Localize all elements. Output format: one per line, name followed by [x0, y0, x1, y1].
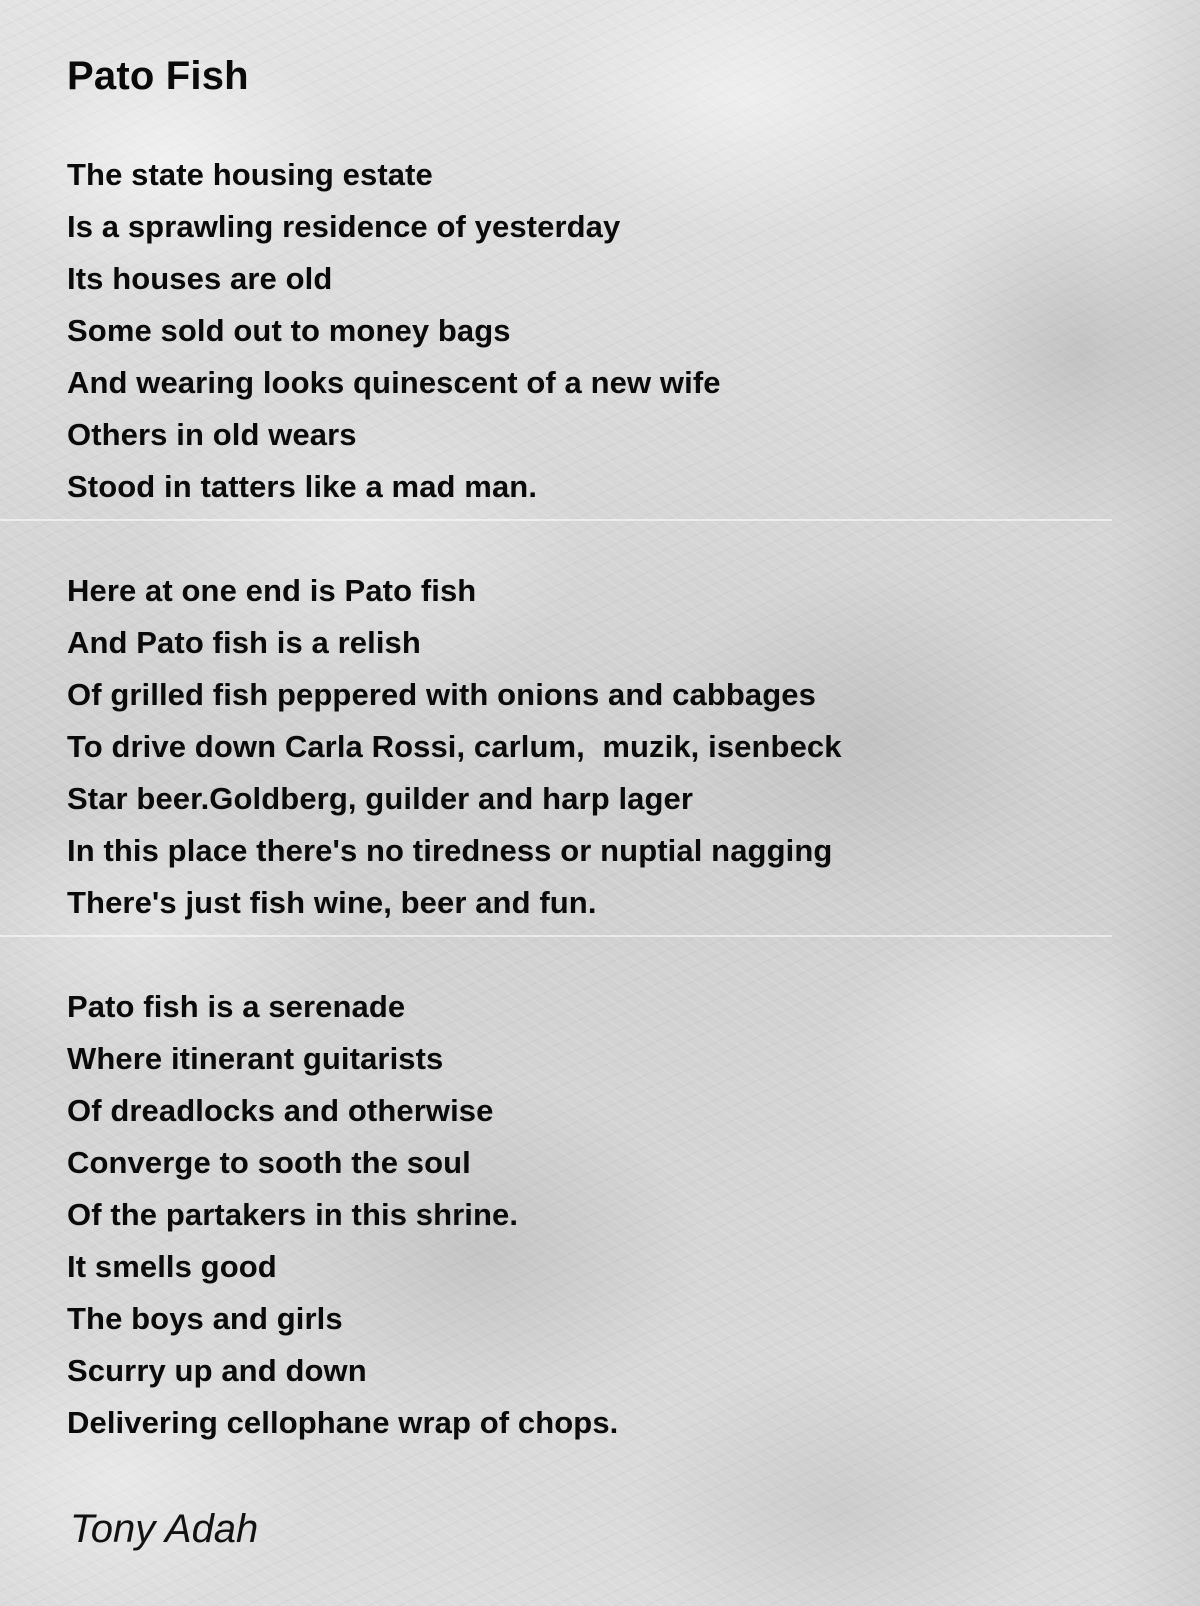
poem-line: Scurry up and down	[67, 1353, 367, 1388]
poem-line: Here at one end is Pato fish	[67, 573, 477, 608]
stanza-1	[67, 149, 721, 513]
poem-line: Others in old wears	[67, 417, 357, 452]
poem-line: The state housing estate	[67, 157, 433, 192]
poem-line: Its houses are old	[67, 261, 333, 296]
poem-line: Pato fish is a serenade	[67, 989, 406, 1024]
stanza-3	[67, 981, 618, 1449]
poem-line: In this place there's no tiredness or nuptial nagging	[67, 833, 833, 868]
background-edge-shade	[1110, 0, 1200, 1606]
poem-line: Where itinerant guitarists	[67, 1041, 444, 1076]
poem-line: And wearing looks quinescent of a new wife	[67, 365, 721, 400]
stanza-2	[67, 565, 842, 929]
poem-line: Of the partakers in this shrine.	[67, 1197, 519, 1232]
poem-line: Delivering cellophane wrap of chops.	[67, 1405, 619, 1440]
poem-title: Pato Fish	[67, 54, 249, 98]
poem-line: Is a sprawling residence of yesterday	[67, 209, 621, 244]
poem-line: Of dreadlocks and otherwise	[67, 1093, 494, 1128]
poem-line: The boys and girls	[67, 1301, 343, 1336]
background-seam	[0, 935, 1112, 937]
background-seam	[0, 519, 1112, 521]
poem-line: To drive down Carla Rossi, carlum, muzik, isenbeck	[67, 729, 842, 764]
poem-line: Of grilled fish peppered with onions and cabbages	[67, 677, 816, 712]
poem-line: Stood in tatters like a mad man.	[67, 469, 538, 504]
poem-author: Tony Adah	[70, 1507, 259, 1551]
poem-line: Converge to sooth the soul	[67, 1145, 471, 1180]
poem-line: There's just fish wine, beer and fun.	[67, 885, 597, 920]
poem-line: Some sold out to money bags	[67, 313, 511, 348]
poem-line: It smells good	[67, 1249, 277, 1284]
poem-line: And Pato fish is a relish	[67, 625, 421, 660]
poem-line: Star beer.Goldberg, guilder and harp lager	[67, 781, 694, 816]
